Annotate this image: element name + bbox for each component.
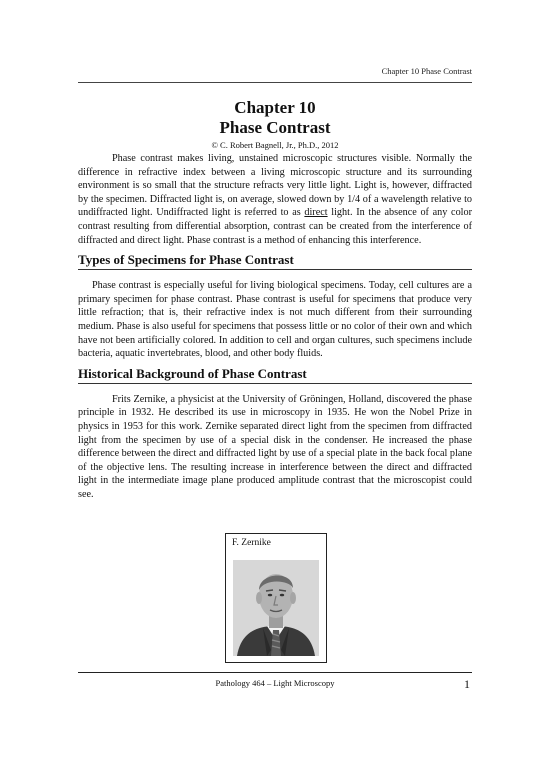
section-paragraph-history: Frits Zernike, a physicist at the University of Gröningen, Holland, discovered the phase principle in 1932. He described its use in microscopy in 1935. He won the Nobel Prize in physics in 1953 for this work. Zernike separated direct light from the specimen from diffracted light from the specimen by use of a special disk in the condenser. He increased the phase difference between the direct and diffracted light by use of a special plate in the back focal plane of the objective lens. The resulting increase in interference between the direct and diffracted light in the intermediate image plane produced amplitude contrast that the microscopist could see. — [78, 393, 472, 500]
body-content — [78, 152, 472, 501]
footer-text: Pathology 464 – Light Microscopy — [215, 678, 335, 688]
page-number: 1 — [464, 677, 470, 691]
chapter-title: Phase Contrast — [219, 118, 331, 137]
zernike-portrait-image — [233, 560, 319, 656]
copyright-line: © C. Robert Bagnell, Jr., Ph.D., 2012 — [211, 140, 339, 150]
section-heading-specimens: Types of Specimens for Phase Contrast — [78, 252, 472, 270]
figure-caption: F. Zernike — [232, 538, 271, 548]
intro-text-part2: light. In the absence of any color contrast resulting from differential absorption, contrast can be created from the interference of diffracted and direct light. Phase contrast is a method of enhancing this interference. — [78, 207, 472, 246]
title-block — [78, 98, 472, 150]
intro-text-part1: Phase contrast makes living, unstained microscopic structures visible. Normally the difference in refractive index between a living microscopic structure and its surrounding environment is so small that the structure refracts very little light. Light is, however, diffracted by the specimen. Diffracted light is, on average, slowed down by 1/4 of a wavelength relative to undiffracted light. Undiffracted light is referred to as — [78, 153, 472, 219]
chapter-number: Chapter 10 — [234, 98, 316, 117]
zernike-figure — [225, 533, 327, 663]
intro-direct-word: direct — [304, 207, 328, 219]
running-head: Chapter 10 Phase Contrast — [381, 66, 472, 76]
header-rule — [78, 82, 472, 83]
footer-rule — [78, 672, 472, 673]
section-paragraph-specimens: Phase contrast is especially useful for living biological specimens. Today, cell cultures are a primary specimen for phase contrast. Phase contrast is useful for specimens that produce very little refraction; that is, their refractive index is not much different from their surrounding medium. Phase is also useful for specimens that possess little or no color of their own and which have not been artificially colored. In addition to cell and organ cultures, such specimens include bacteria, aquatic invertebrates, blood, and other body fluids. — [78, 280, 472, 360]
intro-paragraph — [78, 152, 472, 247]
section-heading-history: Historical Background of Phase Contrast — [78, 366, 472, 384]
